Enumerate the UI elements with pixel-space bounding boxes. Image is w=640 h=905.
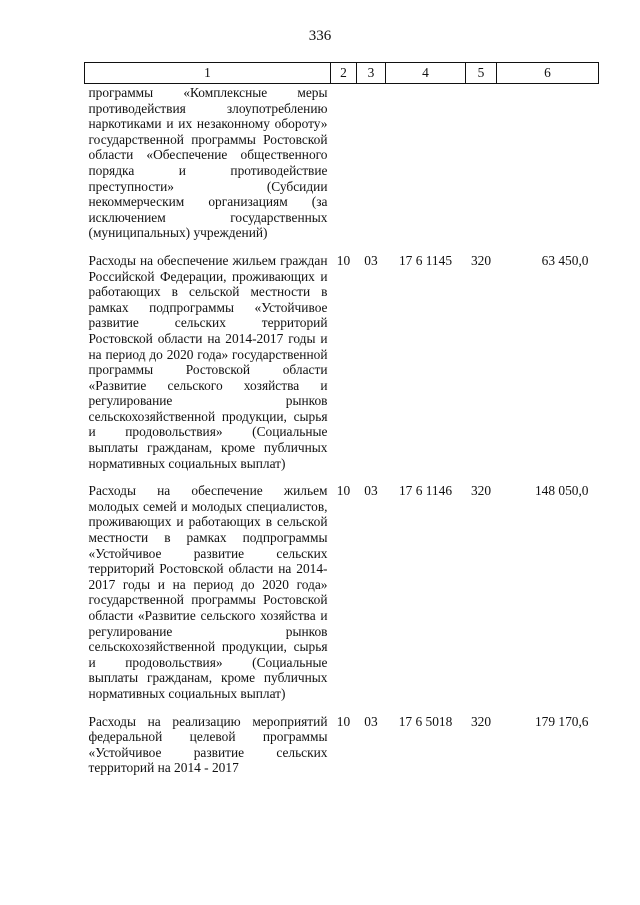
table-row	[85, 483, 599, 713]
col-header-6: 6	[497, 63, 599, 84]
row-amount: 148 050,0	[534, 483, 589, 499]
row-subsection: 03	[364, 252, 378, 268]
row-description: программы «Комплексные меры противодействия злоупотреблению наркотиками и их незаконному обороту» государственной программы Ростовской области «Обеспечение общественного порядка и противодействие преступности» (Субсидии некоммерческим организациям (за исключением государственных (муниципальных) учреждений)	[88, 85, 328, 241]
table-row	[85, 84, 599, 253]
row-expense-type: 320	[470, 713, 492, 729]
row-target-code: 17 6 1146	[398, 483, 453, 499]
row-amount: 63 450,0	[541, 252, 589, 268]
row-description: Расходы на обеспечение жильем граждан Российской Федерации, проживающих и работающих в сельской местности в рамках подпрограммы «Устойчивое развитие сельских территорий Ростовской области на 2014-2017 годы и на период до 2020 года» государственной программы Ростовской области «Развитие сельского хозяйства и регулирование рынков сельскохозяйственной продукции, сырья и продовольствия» (Социальные выплаты гражданам, кроме публичных нормативных социальных выплат)	[88, 252, 328, 471]
page-number: 336	[308, 28, 332, 44]
row-section: 10	[336, 713, 351, 729]
col-header-3: 3	[357, 63, 386, 84]
row-subsection	[357, 84, 386, 253]
row-description: Расходы на обеспечение жильем молодых семей и молодых специалистов, проживающих и работающих в сельской местности в рамках подпрограммы «Устойчивое развитие сельских территорий Ростовской области на 2014-2017 годы и на период до 2020 года» государственной программы Ростовской области «Развитие сельского хозяйства и регулирование рынков сельскохозяйственной продукции, сырья и продовольствия» (Социальные выплаты гражданам, кроме публичных нормативных социальных выплат)	[88, 483, 328, 701]
row-amount	[497, 84, 599, 253]
budget-table	[84, 62, 599, 776]
row-target-code: 17 6 1145	[398, 252, 453, 268]
row-target-code: 17 6 5018	[398, 713, 453, 729]
table-header-row	[85, 63, 599, 84]
table-row	[85, 714, 599, 776]
col-header-1: 1	[85, 63, 331, 84]
table-row	[85, 253, 599, 483]
row-section: 10	[336, 252, 351, 268]
row-amount: 179 170,6	[534, 713, 589, 729]
row-target-code	[386, 84, 466, 253]
row-expense-type	[466, 84, 497, 253]
row-subsection: 03	[364, 483, 378, 499]
row-subsection: 03	[364, 713, 378, 729]
col-header-2: 2	[331, 63, 357, 84]
row-description: Расходы на реализацию мероприятий федеральной целевой программы «Устойчивое развитие сельских территорий на 2014 - 2017	[88, 713, 328, 776]
col-header-5: 5	[466, 63, 497, 84]
row-expense-type: 320	[470, 252, 492, 268]
row-expense-type: 320	[470, 483, 492, 499]
col-header-4: 4	[386, 63, 466, 84]
row-section: 10	[336, 483, 351, 499]
row-section	[331, 84, 357, 253]
